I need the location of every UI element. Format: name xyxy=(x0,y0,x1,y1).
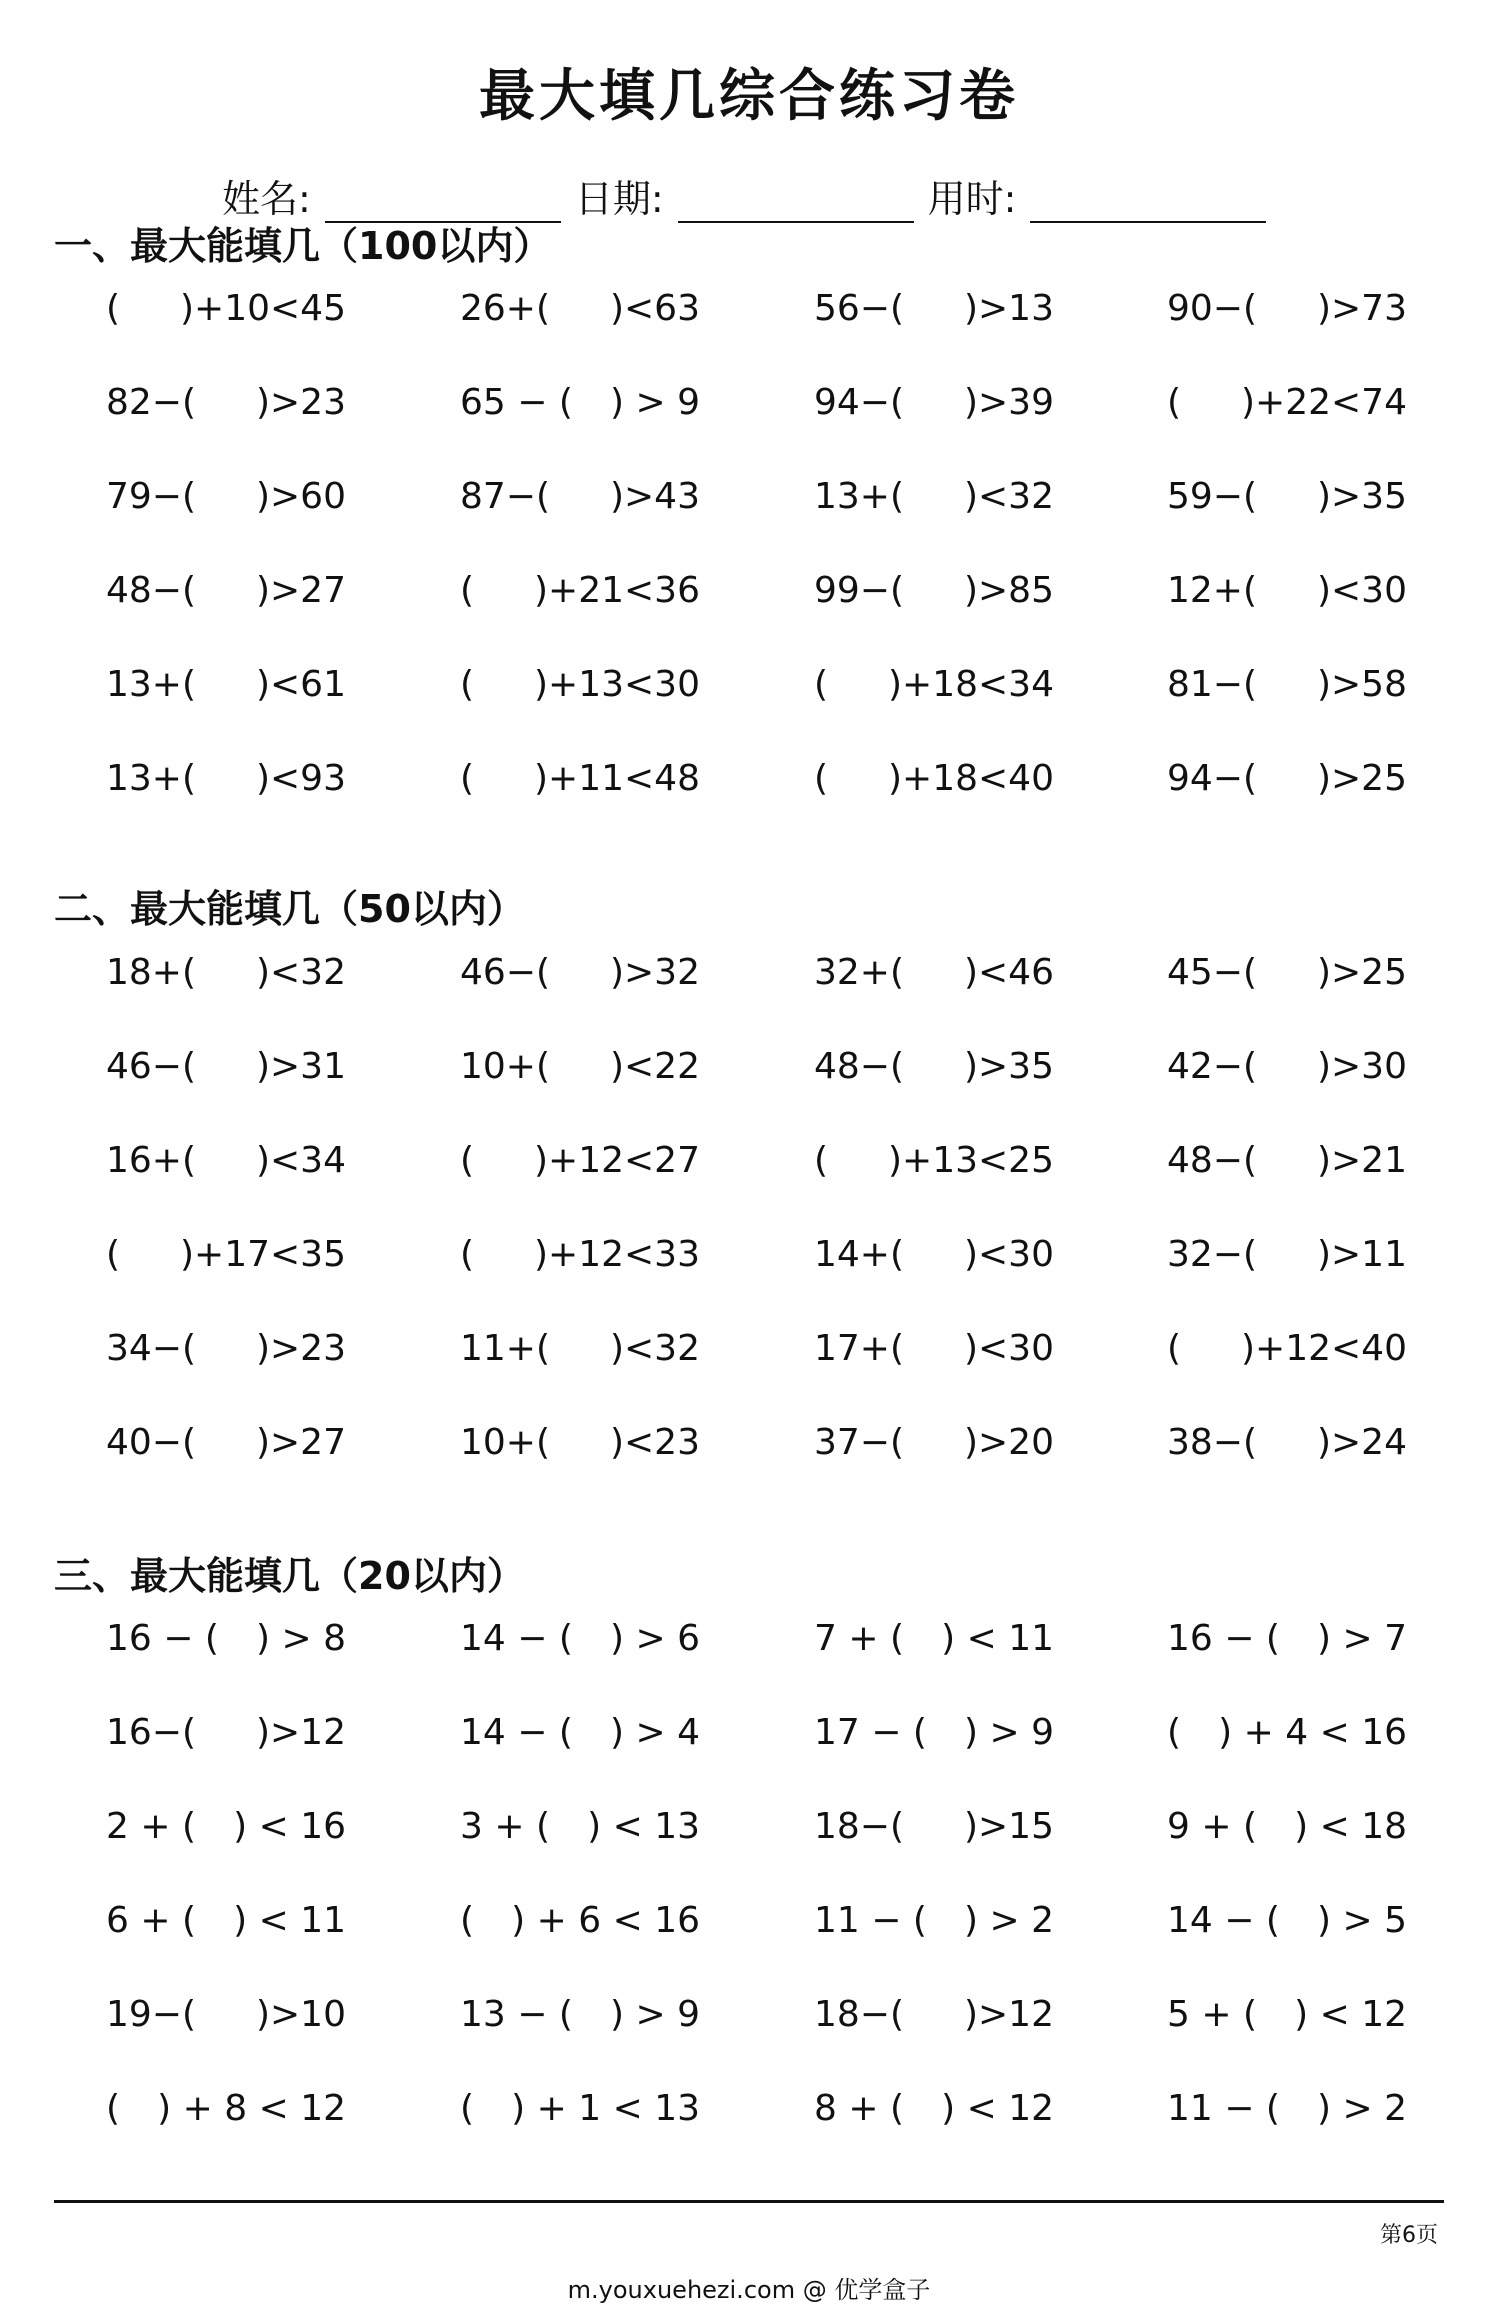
problem-item[interactable] xyxy=(814,382,1054,442)
problem-item[interactable] xyxy=(814,1900,1054,1960)
problem-right-part: ) < 11 xyxy=(233,1900,346,1941)
problem-left-part: ( xyxy=(814,758,829,799)
problem-left-part: 87−( xyxy=(460,476,551,517)
problem-left-part: 13+( xyxy=(106,664,197,705)
problem-left-part: 94−( xyxy=(1167,758,1258,799)
date-blank[interactable] xyxy=(678,181,914,223)
problem-right-part: ) > 8 xyxy=(256,1618,346,1659)
problem-left-part: ( xyxy=(460,1900,475,1941)
problem-item[interactable] xyxy=(1167,664,1407,724)
problem-right-part: )+13<25 xyxy=(888,1140,1054,1181)
problem-item[interactable] xyxy=(814,664,1054,724)
problem-item[interactable] xyxy=(460,952,700,1012)
problem-left-part: 17+( xyxy=(814,1328,905,1369)
problem-item[interactable] xyxy=(106,570,346,630)
problem-left-part: 48−( xyxy=(106,570,197,611)
problem-item[interactable] xyxy=(814,1140,1054,1200)
page-number: 第6页 xyxy=(1380,2223,1438,2248)
problem-left-part: 10+( xyxy=(460,1046,551,1087)
problem-right-part: )>85 xyxy=(963,570,1054,611)
problem-right-part: ) > 9 xyxy=(964,1712,1054,1753)
problem-right-part: ) > 6 xyxy=(610,1618,700,1659)
problem-item[interactable] xyxy=(460,1234,700,1294)
problem-right-part: )>30 xyxy=(1316,1046,1407,1087)
problem-item[interactable] xyxy=(460,288,700,348)
problem-right-part: )+11<48 xyxy=(534,758,700,799)
problem-grid-2 xyxy=(106,952,1406,1516)
problem-right-part: )>60 xyxy=(255,476,346,517)
problem-right-part: )+18<40 xyxy=(888,758,1054,799)
problem-right-part: )<93 xyxy=(255,758,346,799)
problem-left-part: 16+( xyxy=(106,1140,197,1181)
student-info-bar xyxy=(222,163,1362,223)
problem-left-part: 14 − ( xyxy=(460,1618,573,1659)
problem-left-part: 48−( xyxy=(814,1046,905,1087)
problem-left-part: 99−( xyxy=(814,570,905,611)
problem-right-part: )<32 xyxy=(609,1328,700,1369)
problem-item[interactable] xyxy=(106,1328,346,1388)
problem-left-part: 32−( xyxy=(1167,1234,1258,1275)
problem-left-part: ( xyxy=(460,664,475,705)
problem-left-part: ( xyxy=(106,1234,121,1275)
problem-left-part: 94−( xyxy=(814,382,905,423)
section-title-2: 二、最大能填几（50以内） xyxy=(54,887,525,931)
problem-right-part: )>21 xyxy=(1316,1140,1407,1181)
problem-left-part: ( xyxy=(1167,1328,1182,1369)
section-title-1: 一、最大能填几（100以内） xyxy=(54,224,552,268)
footer-text: m.youxuehezi.com @ 优学盒子 xyxy=(567,2276,931,2304)
problem-row xyxy=(106,2088,1406,2182)
time-field[interactable] xyxy=(928,168,1267,223)
problem-left-part: ( xyxy=(460,2088,475,2129)
problem-item[interactable] xyxy=(814,476,1054,536)
problem-row xyxy=(106,1422,1406,1516)
problem-right-part: )>23 xyxy=(255,382,346,423)
problem-right-part: )>31 xyxy=(255,1046,346,1087)
problem-item[interactable] xyxy=(460,570,700,630)
problem-left-part: ( xyxy=(106,2088,121,2129)
problem-right-part: )>39 xyxy=(963,382,1054,423)
problem-left-part: 7 + ( xyxy=(814,1618,904,1659)
problem-right-part: ) > 2 xyxy=(964,1900,1054,1941)
problem-right-part: )<30 xyxy=(963,1234,1054,1275)
problem-left-part: 14 − ( xyxy=(460,1712,573,1753)
problem-row xyxy=(106,1994,1406,2088)
problem-item[interactable] xyxy=(106,288,346,348)
problem-item[interactable] xyxy=(814,1618,1054,1678)
problem-right-part: )>12 xyxy=(963,1994,1054,2035)
problem-item[interactable] xyxy=(1167,1140,1407,1200)
problem-row xyxy=(106,664,1406,758)
problem-right-part: )<32 xyxy=(255,952,346,993)
problem-left-part: 32+( xyxy=(814,952,905,993)
problem-item[interactable] xyxy=(1167,570,1407,630)
problem-grid-3 xyxy=(106,1618,1406,2182)
problem-item[interactable] xyxy=(106,1140,346,1200)
problem-item[interactable] xyxy=(106,1618,346,1678)
time-blank[interactable] xyxy=(1030,181,1266,223)
problem-item[interactable] xyxy=(106,1994,346,2054)
problem-item[interactable] xyxy=(1167,1422,1407,1482)
problem-item[interactable] xyxy=(106,1712,346,1772)
problem-row xyxy=(106,1900,1406,1994)
problem-row xyxy=(106,382,1406,476)
problem-item[interactable] xyxy=(460,1994,700,2054)
problem-right-part: )+22<74 xyxy=(1241,382,1407,423)
problem-right-part: ) > 2 xyxy=(1317,2088,1407,2129)
problem-item[interactable] xyxy=(460,1712,700,1772)
problem-right-part: )>24 xyxy=(1316,1422,1407,1463)
problem-row xyxy=(106,1328,1406,1422)
problem-right-part: )>12 xyxy=(255,1712,346,1753)
problem-right-part: )>58 xyxy=(1316,664,1407,705)
problem-item[interactable] xyxy=(460,1422,700,1482)
problem-item[interactable] xyxy=(814,1712,1054,1772)
problem-left-part: 16−( xyxy=(106,1712,197,1753)
problem-item[interactable] xyxy=(106,664,346,724)
problem-left-part: 16 − ( xyxy=(1167,1618,1280,1659)
problem-row xyxy=(106,288,1406,382)
problem-item[interactable] xyxy=(814,1994,1054,2054)
problem-item[interactable] xyxy=(106,1900,346,1960)
problem-item[interactable] xyxy=(460,1900,700,1960)
problem-item[interactable] xyxy=(1167,1618,1407,1678)
date-label: 日期: xyxy=(574,177,664,221)
problem-item[interactable] xyxy=(106,382,346,442)
problem-right-part: )<34 xyxy=(255,1140,346,1181)
problem-right-part: )<63 xyxy=(609,288,700,329)
problem-left-part: 40−( xyxy=(106,1422,197,1463)
problem-left-part: 13+( xyxy=(106,758,197,799)
problem-right-part: )>13 xyxy=(963,288,1054,329)
problem-left-part: 37−( xyxy=(814,1422,905,1463)
problem-item[interactable] xyxy=(460,1618,700,1678)
problem-right-part: )>15 xyxy=(963,1806,1054,1847)
problem-right-part: )>43 xyxy=(609,476,700,517)
problem-right-part: )+18<34 xyxy=(888,664,1054,705)
problem-left-part: ( xyxy=(1167,382,1182,423)
problem-item[interactable] xyxy=(1167,1328,1407,1388)
problem-row xyxy=(106,1806,1406,1900)
problem-item[interactable] xyxy=(1167,476,1407,536)
problem-right-part: )>35 xyxy=(963,1046,1054,1087)
section-title-3: 三、最大能填几（20以内） xyxy=(54,1554,525,1598)
problem-right-part: )>10 xyxy=(255,1994,346,2035)
problem-right-part: ) > 9 xyxy=(610,1994,700,2035)
problem-right-part: )>32 xyxy=(609,952,700,993)
problem-item[interactable] xyxy=(814,1422,1054,1482)
problem-item[interactable] xyxy=(1167,1900,1407,1960)
problem-left-part: 90−( xyxy=(1167,288,1258,329)
problem-left-part: 26+( xyxy=(460,288,551,329)
problem-item[interactable] xyxy=(460,1806,700,1866)
problem-right-part: )+12<40 xyxy=(1241,1328,1407,1369)
problem-item[interactable] xyxy=(1167,382,1407,442)
problem-left-part: 18−( xyxy=(814,1994,905,2035)
problem-right-part: ) < 12 xyxy=(941,2088,1054,2129)
problem-right-part: )+13<30 xyxy=(534,664,700,705)
problem-item[interactable] xyxy=(106,1046,346,1106)
problem-left-part: ( xyxy=(1167,1712,1182,1753)
problem-left-part: 12+( xyxy=(1167,570,1258,611)
problem-left-part: 13 − ( xyxy=(460,1994,573,2035)
problem-item[interactable] xyxy=(1167,758,1407,818)
problem-right-part: ) > 7 xyxy=(1317,1618,1407,1659)
problem-left-part: 46−( xyxy=(106,1046,197,1087)
problem-left-part: 18+( xyxy=(106,952,197,993)
problem-left-part: ( xyxy=(106,288,121,329)
problem-row xyxy=(106,1140,1406,1234)
problem-item[interactable] xyxy=(106,1422,346,1482)
problem-item[interactable] xyxy=(814,2088,1054,2148)
problem-right-part: )+12<33 xyxy=(534,1234,700,1275)
problem-row xyxy=(106,1618,1406,1712)
problem-right-part: )<61 xyxy=(255,664,346,705)
problem-row xyxy=(106,952,1406,1046)
problem-right-part: ) < 12 xyxy=(1294,1994,1407,2035)
problem-left-part: 45−( xyxy=(1167,952,1258,993)
problem-row xyxy=(106,1712,1406,1806)
problem-left-part: 6 + ( xyxy=(106,1900,196,1941)
problem-item[interactable] xyxy=(106,1806,346,1866)
problem-item[interactable] xyxy=(460,1046,700,1106)
problem-left-part: ( xyxy=(460,570,475,611)
problem-left-part: ( xyxy=(460,1234,475,1275)
problem-right-part: )<23 xyxy=(609,1422,700,1463)
problem-left-part: 3 + ( xyxy=(460,1806,550,1847)
problem-left-part: 81−( xyxy=(1167,664,1258,705)
problem-left-part: 18−( xyxy=(814,1806,905,1847)
footer-divider xyxy=(54,2200,1444,2203)
problem-row xyxy=(106,1234,1406,1328)
problem-left-part: 79−( xyxy=(106,476,197,517)
problem-right-part: )<32 xyxy=(963,476,1054,517)
problem-right-part: ) + 8 < 12 xyxy=(157,2088,346,2129)
problem-right-part: ) + 6 < 16 xyxy=(511,1900,700,1941)
problem-grid-1 xyxy=(106,288,1406,852)
problem-right-part: )>25 xyxy=(1316,952,1407,993)
problem-item[interactable] xyxy=(460,758,700,818)
problem-item[interactable] xyxy=(460,2088,700,2148)
problem-right-part: )+12<27 xyxy=(534,1140,700,1181)
problem-item[interactable] xyxy=(106,952,346,1012)
problem-left-part: 2 + ( xyxy=(106,1806,196,1847)
problem-left-part: 8 + ( xyxy=(814,2088,904,2129)
problem-item[interactable] xyxy=(460,664,700,724)
time-label: 用时: xyxy=(927,177,1017,221)
problem-right-part: )<22 xyxy=(609,1046,700,1087)
page-title: 最大填几综合练习卷 xyxy=(479,64,1019,129)
problem-right-part: )>27 xyxy=(255,570,346,611)
problem-left-part: ( xyxy=(460,758,475,799)
problem-item[interactable] xyxy=(1167,1234,1407,1294)
problem-item[interactable] xyxy=(106,476,346,536)
problem-row xyxy=(106,1046,1406,1140)
problem-right-part: )>20 xyxy=(963,1422,1054,1463)
problem-item[interactable] xyxy=(814,1806,1054,1866)
problem-right-part: )+17<35 xyxy=(180,1234,346,1275)
problem-item[interactable] xyxy=(814,1046,1054,1106)
problem-right-part: ) < 11 xyxy=(941,1618,1054,1659)
problem-item[interactable] xyxy=(1167,2088,1407,2148)
problem-row xyxy=(106,758,1406,852)
problem-right-part: )<30 xyxy=(1316,570,1407,611)
problem-right-part: )>73 xyxy=(1316,288,1407,329)
problem-left-part: 59−( xyxy=(1167,476,1258,517)
problem-left-part: 82−( xyxy=(106,382,197,423)
problem-item[interactable] xyxy=(814,952,1054,1012)
problem-right-part: )<46 xyxy=(963,952,1054,993)
problem-right-part: ) > 9 xyxy=(610,382,700,423)
problem-left-part: 34−( xyxy=(106,1328,197,1369)
problem-left-part: 42−( xyxy=(1167,1046,1258,1087)
problem-item[interactable] xyxy=(1167,1994,1407,2054)
problem-right-part: )>23 xyxy=(255,1328,346,1369)
problem-left-part: 56−( xyxy=(814,288,905,329)
problem-item[interactable] xyxy=(106,758,346,818)
problem-left-part: 10+( xyxy=(460,1422,551,1463)
problem-item[interactable] xyxy=(106,1234,346,1294)
problem-item[interactable] xyxy=(106,2088,346,2148)
problem-item[interactable] xyxy=(814,1328,1054,1388)
problem-left-part: 14+( xyxy=(814,1234,905,1275)
problem-item[interactable] xyxy=(1167,1046,1407,1106)
problem-left-part: 11 − ( xyxy=(814,1900,927,1941)
problem-right-part: )>35 xyxy=(1316,476,1407,517)
problem-item[interactable] xyxy=(460,476,700,536)
problem-right-part: ) < 13 xyxy=(587,1806,700,1847)
problem-left-part: 5 + ( xyxy=(1167,1994,1257,2035)
problem-item[interactable] xyxy=(1167,952,1407,1012)
problem-item[interactable] xyxy=(1167,1712,1407,1772)
problem-item[interactable] xyxy=(814,570,1054,630)
problem-right-part: )>11 xyxy=(1316,1234,1407,1275)
problem-row xyxy=(106,570,1406,664)
problem-left-part: 48−( xyxy=(1167,1140,1258,1181)
problem-right-part: ) < 16 xyxy=(233,1806,346,1847)
problem-right-part: )>27 xyxy=(255,1422,346,1463)
problem-item[interactable] xyxy=(460,1328,700,1388)
problem-right-part: )+21<36 xyxy=(534,570,700,611)
problem-item[interactable] xyxy=(1167,288,1407,348)
problem-item[interactable] xyxy=(814,288,1054,348)
problem-right-part: ) > 4 xyxy=(610,1712,700,1753)
problem-item[interactable] xyxy=(460,1140,700,1200)
problem-left-part: ( xyxy=(460,1140,475,1181)
problem-right-part: )+10<45 xyxy=(180,288,346,329)
problem-right-part: )<30 xyxy=(963,1328,1054,1369)
problem-left-part: 65 − ( xyxy=(460,382,573,423)
problem-item[interactable] xyxy=(1167,1806,1407,1866)
problem-left-part: 11 − ( xyxy=(1167,2088,1280,2129)
problem-left-part: 16 − ( xyxy=(106,1618,219,1659)
problem-right-part: ) < 18 xyxy=(1294,1806,1407,1847)
problem-left-part: 46−( xyxy=(460,952,551,993)
problem-right-part: ) + 4 < 16 xyxy=(1218,1712,1407,1753)
problem-right-part: )>25 xyxy=(1316,758,1407,799)
problem-right-part: ) > 5 xyxy=(1317,1900,1407,1941)
problem-left-part: 13+( xyxy=(814,476,905,517)
name-label: 姓名: xyxy=(222,177,311,221)
problem-item[interactable] xyxy=(814,758,1054,818)
problem-left-part: ( xyxy=(814,664,829,705)
problem-item[interactable] xyxy=(460,382,700,442)
problem-row xyxy=(106,476,1406,570)
problem-right-part: ) + 1 < 13 xyxy=(511,2088,700,2129)
problem-left-part: 38−( xyxy=(1167,1422,1258,1463)
problem-left-part: 11+( xyxy=(460,1328,551,1369)
date-field[interactable] xyxy=(575,168,914,223)
problem-left-part: 9 + ( xyxy=(1167,1806,1257,1847)
problem-item[interactable] xyxy=(814,1234,1054,1294)
problem-left-part: 19−( xyxy=(106,1994,197,2035)
problem-left-part: 17 − ( xyxy=(814,1712,927,1753)
problem-left-part: ( xyxy=(814,1140,829,1181)
problem-left-part: 14 − ( xyxy=(1167,1900,1280,1941)
